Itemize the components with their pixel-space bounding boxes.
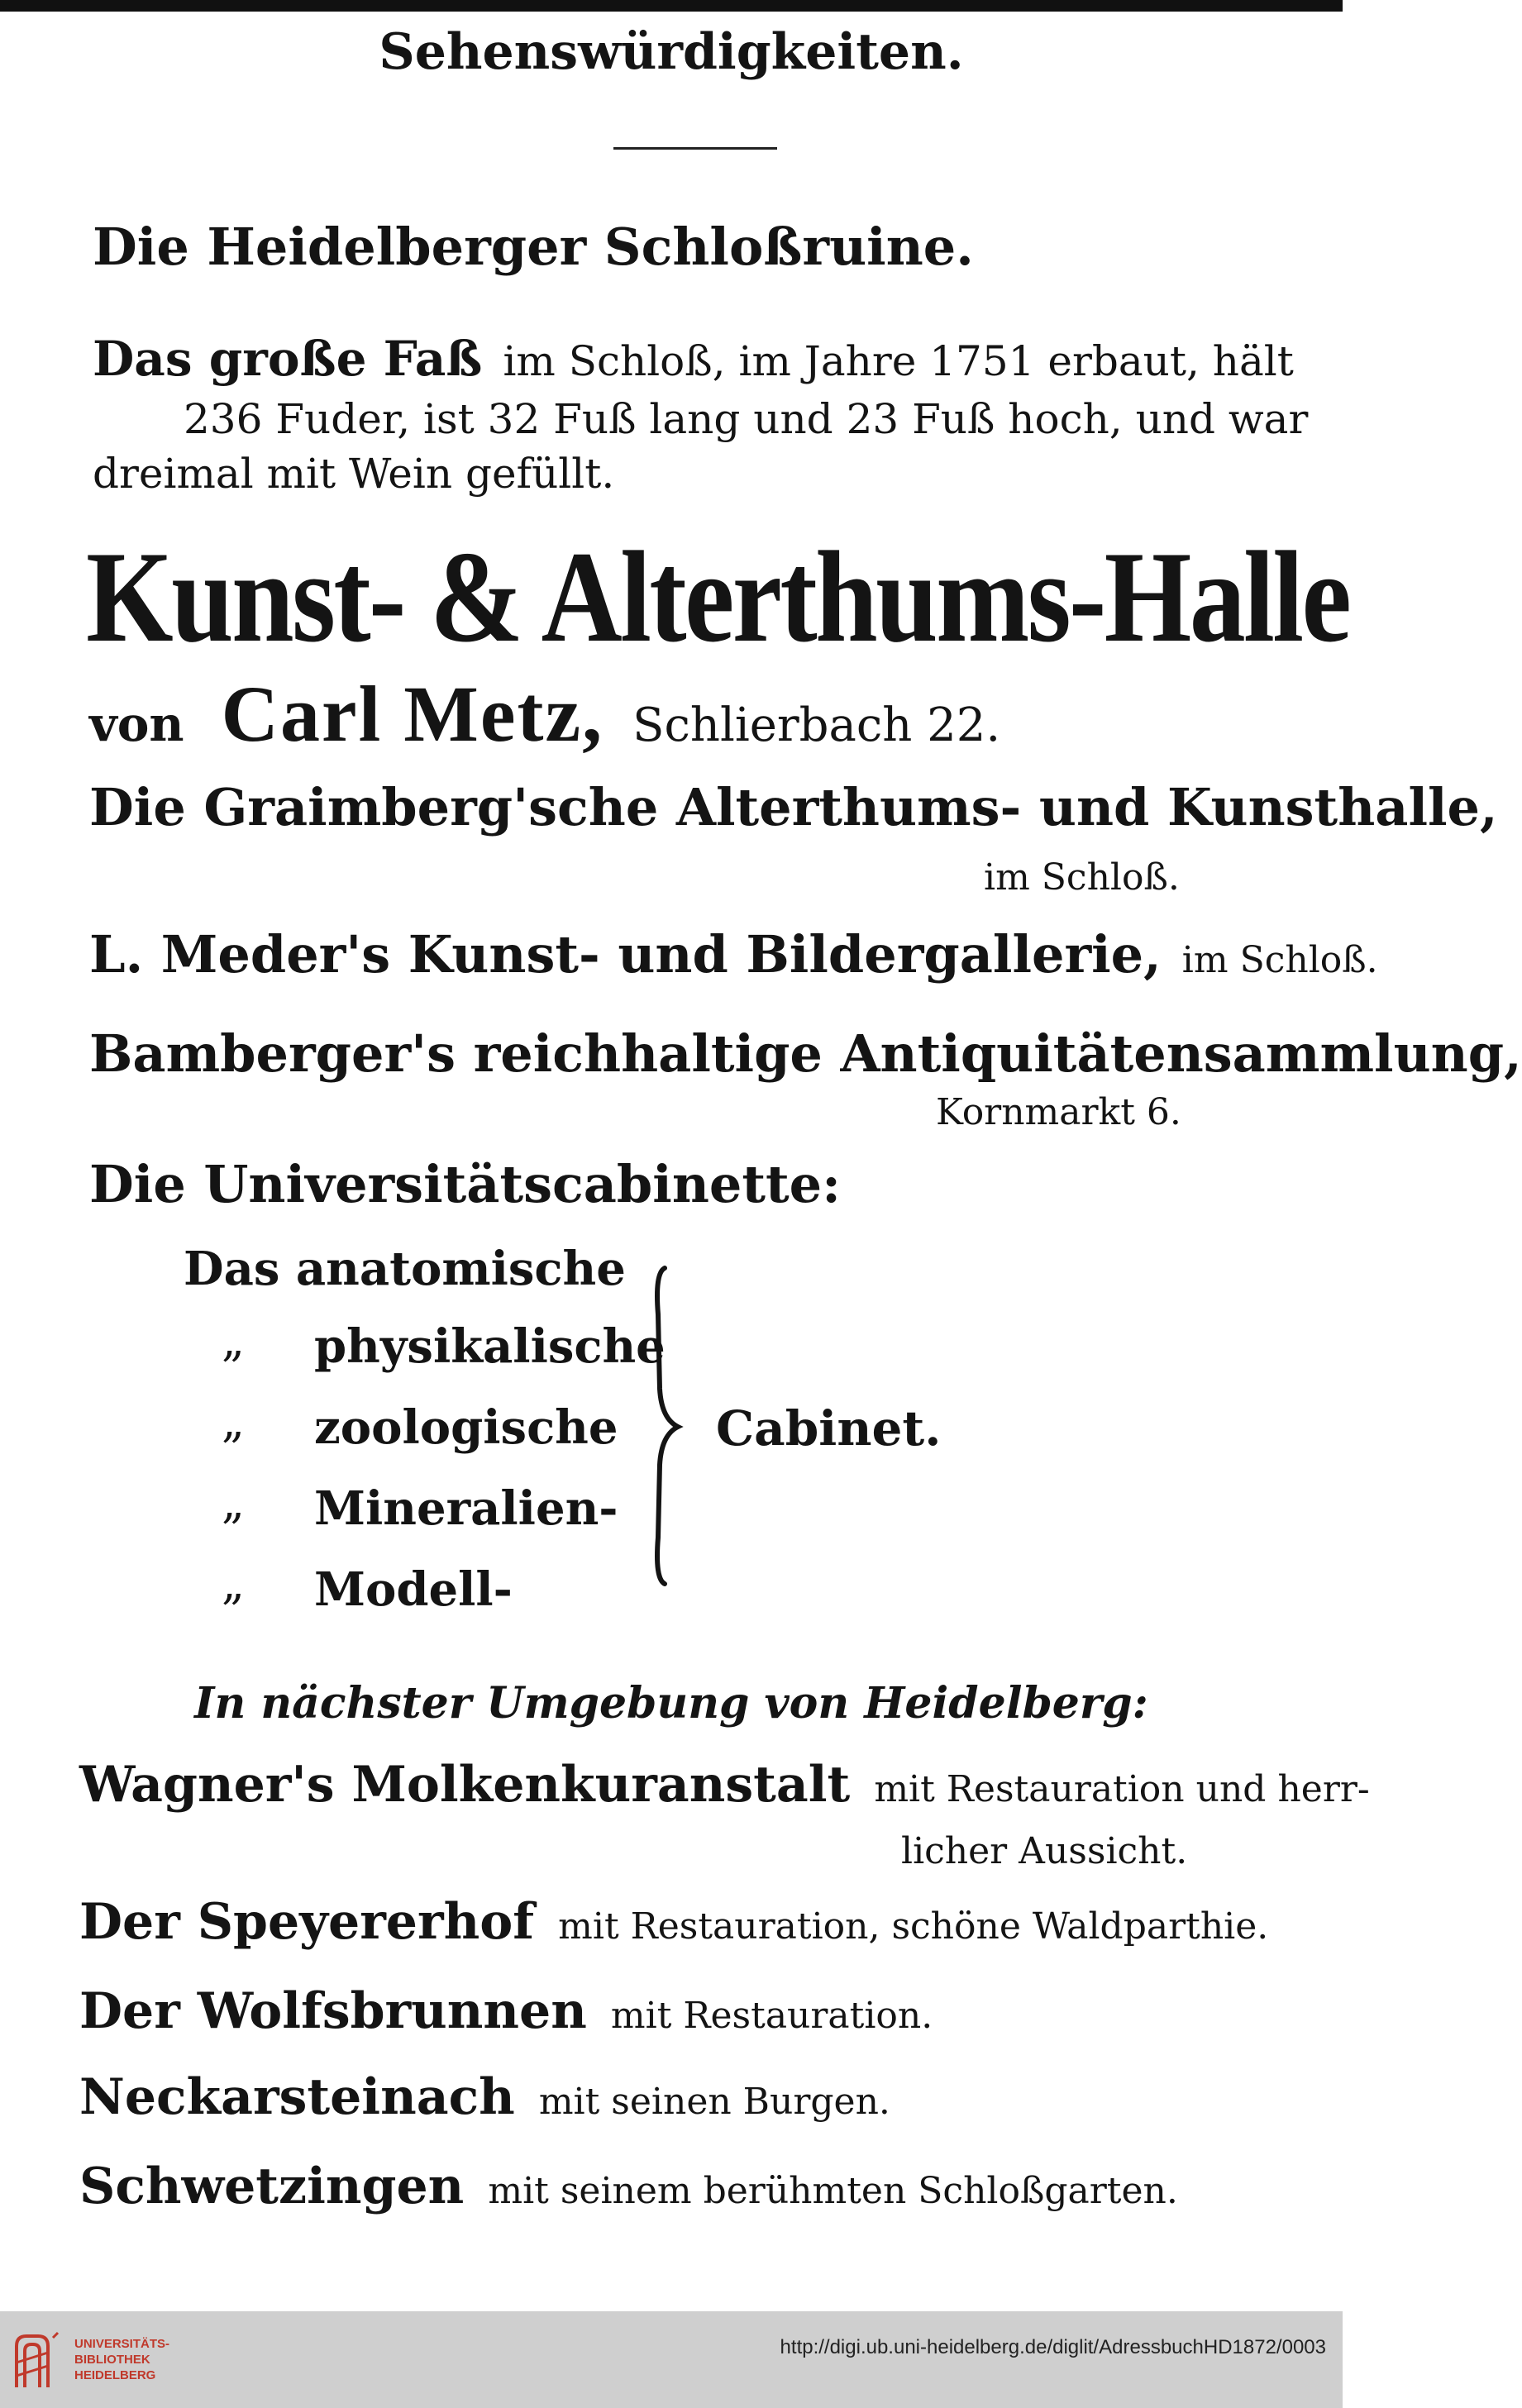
footer-bar [0, 2311, 1343, 2408]
wagner-heading: Wagner's Molkenkuranstalt [79, 1756, 851, 1814]
schwetzingen-heading: Schwetzingen [79, 2158, 465, 2215]
neckarsteinach-heading: Neckarsteinach [79, 2068, 515, 2126]
curly-brace [653, 1265, 686, 1587]
bamberger-heading: Bamberger's reichhaltige Antiquitätensammlung, [89, 1023, 1522, 1084]
library-name [74, 2336, 169, 2383]
ditto-mark-5: „ [222, 1557, 245, 1609]
halle-owner-line [89, 668, 1000, 760]
wagner-detail: mit Restauration und herr- [874, 1768, 1370, 1810]
cabinet-item-3: zoologische [314, 1400, 618, 1455]
library-line-1: UNIVERSITÄTS- [74, 2337, 170, 2351]
schwetzingen-detail: mit seinem berühmten Schloßgarten. [488, 2170, 1178, 2212]
library-line-2: BIBLIOTHEK [74, 2353, 150, 2367]
wolfsbrunnen-heading: Der Wolfsbrunnen [79, 1982, 587, 2040]
fass-text-3: dreimal mit Wein gefüllt. [93, 450, 615, 498]
fass-line-1 [93, 331, 1294, 387]
meder-detail: im Schloß. [1181, 939, 1378, 981]
library-logo-icon [13, 2329, 61, 2391]
wagner-line [79, 1756, 1370, 1814]
fass-bold: Das große Faß [93, 331, 483, 387]
cabinet-item-1: Das anatomische [184, 1242, 626, 1296]
schloss-heading: Die Heidelberger Schloßruine. [93, 217, 974, 277]
meder-line [89, 924, 1378, 985]
wolfsbrunnen-line [79, 1982, 933, 2040]
schwetzingen-line [79, 2158, 1178, 2215]
cabinet-item-4: Mineralien- [314, 1481, 618, 1536]
bamberger-detail: Kornmarkt 6. [936, 1091, 1181, 1133]
cabinet-item-2: physikalische [314, 1319, 666, 1374]
page-title: Sehenswürdigkeiten. [379, 23, 964, 81]
library-line-3: HEIDELBERG [74, 2368, 156, 2382]
fass-text-2: 236 Fuder, ist 32 Fuß lang und 23 Fuß hoch, und war [184, 395, 1309, 443]
graimberg-heading: Die Graimberg'sche Alterthums- und Kunsthalle, [89, 777, 1498, 837]
von-text: von [89, 696, 184, 752]
halle-name: Kunst- & Alterthums-Halle [86, 525, 1350, 670]
cabinet-item-5: Modell- [314, 1562, 513, 1617]
meder-heading: L. Meder's Kunst- und Bildergallerie, [89, 924, 1162, 985]
source-url-link[interactable]: http://digi.ub.uni-heidelberg.de/diglit/AdressbuchHD1872/0003 [780, 2336, 1326, 2358]
speyererhof-detail: mit Restauration, schöne Waldparthie. [558, 1905, 1269, 1948]
speyererhof-heading: Der Speyererhof [79, 1893, 535, 1951]
owner-name: Carl Metz, [221, 670, 604, 758]
title-rule [613, 147, 777, 150]
speyererhof-line [79, 1893, 1268, 1951]
fass-text-1: im Schloß, im Jahre 1751 erbaut, hält [503, 337, 1294, 385]
cabinet-label: Cabinet. [716, 1400, 942, 1457]
wolfsbrunnen-detail: mit Restauration. [610, 1995, 933, 2037]
owner-address: Schlierbach 22. [632, 699, 1001, 752]
graimberg-detail: im Schloß. [984, 856, 1180, 899]
cabinets-heading: Die Universitätscabinette: [89, 1154, 841, 1214]
wagner-detail-2: licher Aussicht. [901, 1830, 1188, 1872]
scan-top-border [0, 0, 1343, 12]
neckarsteinach-line [79, 2068, 890, 2126]
neckarsteinach-detail: mit seinen Burgen. [538, 2081, 890, 2123]
umgebung-heading: In nächster Umgebung von Heidelberg: [194, 1678, 1148, 1729]
ditto-mark-4: „ [222, 1476, 245, 1528]
ditto-mark-2: „ [222, 1314, 245, 1366]
ditto-mark-3: „ [222, 1395, 245, 1447]
